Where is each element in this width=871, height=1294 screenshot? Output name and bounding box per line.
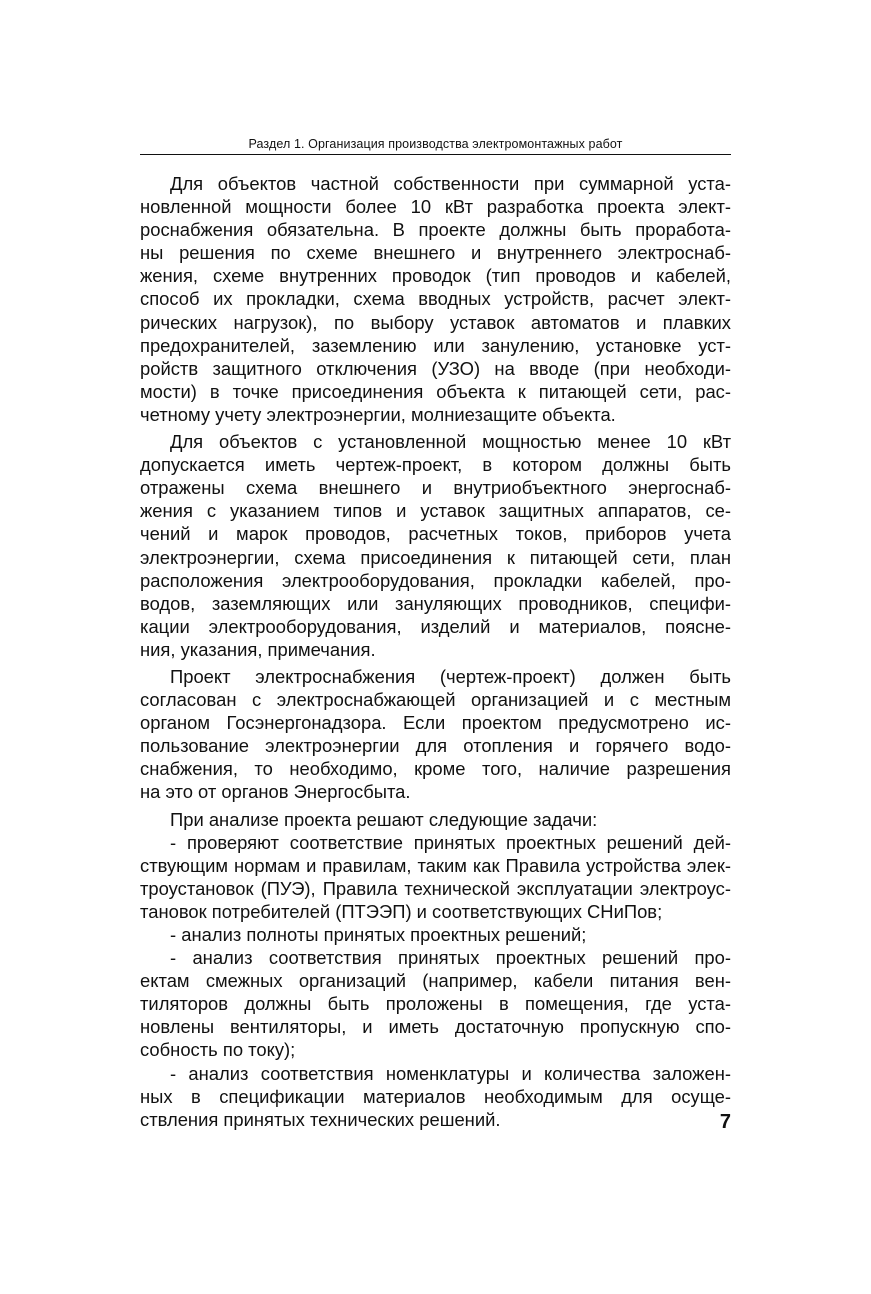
paragraph-3-line: на это от органов Энергосбыта. bbox=[140, 781, 411, 803]
paragraph-2-line: ния, указания, примечания. bbox=[140, 638, 376, 660]
paragraph-2-line: электроэнергии, схема присоединения к питающей сети, план bbox=[140, 546, 731, 568]
header-rule bbox=[140, 154, 731, 155]
paragraph-2-line: кации электрооборудования, изделий и материалов, поясне- bbox=[140, 615, 731, 637]
paragraph-3-line: пользование электроэнергии для отопления и горячего водо- bbox=[140, 735, 731, 757]
paragraph-2-line: отражены схема внешнего и внутриобъектного энергоснаб- bbox=[140, 477, 731, 499]
paragraph-1-line: мости) в точке присоединения объекта к питающей сети, рас- bbox=[140, 380, 731, 402]
paragraph-4-line: При анализе проекта решают следующие задачи: bbox=[170, 808, 598, 830]
paragraph-6-line: - анализ полноты принятых проектных решений; bbox=[170, 924, 587, 945]
paragraph-7-line: новлены вентиляторы, и иметь достаточную пропускную спо- bbox=[140, 1016, 731, 1038]
paragraph-1-line: ройств защитного отключения (УЗО) на вводе (при необходи- bbox=[140, 357, 731, 379]
paragraph-1-line: рических нагрузок), по выбору уставок автоматов и плавких bbox=[140, 311, 731, 333]
paragraph-1-line: предохранителей, заземлению или занулению, установке уст- bbox=[140, 334, 731, 356]
paragraph-3-line: согласован с электроснабжающей организацией и с местным bbox=[140, 689, 731, 711]
paragraph-5-line: - проверяют соответствие принятых проектных решений дей- bbox=[170, 831, 731, 853]
paragraph-2-line: допускается иметь чертеж-проект, в котором должны быть bbox=[140, 454, 731, 476]
paragraph-1-line: четному учету электроэнергии, молниезащите объекта. bbox=[140, 403, 616, 425]
paragraph-2-line: чений и марок проводов, расчетных токов, приборов учета bbox=[140, 523, 731, 545]
paragraph-5-line: троустановок (ПУЭ), Правила технической эксплуатации электроус- bbox=[140, 877, 731, 899]
paragraph-8-line: ствления принятых технических решений. bbox=[140, 1108, 501, 1130]
paragraph-8-line: - анализ соответствия номенклатуры и количества заложен- bbox=[170, 1062, 731, 1084]
paragraph-3-line: органом Госэнергонадзора. Если проектом предусмотрено ис- bbox=[140, 712, 731, 734]
paragraph-2-line: расположения электрооборудования, прокладки кабелей, про- bbox=[140, 569, 731, 591]
paragraph-3-line: Проект электроснабжения (чертеж-проект) должен быть bbox=[170, 665, 731, 687]
paragraph-7-line: собность по току); bbox=[140, 1039, 296, 1061]
paragraph-2-line: жения с указанием типов и уставок защитных аппаратов, се- bbox=[140, 500, 731, 522]
paragraph-5-line: тановок потребителей (ПТЭЭП) и соответствующих СНиПов; bbox=[140, 900, 663, 922]
running-header: Раздел 1. Организация производства электромонтажных работ bbox=[248, 137, 623, 151]
paragraph-1-line: Для объектов частной собственности при суммарной уста- bbox=[170, 173, 731, 194]
paragraph-1-line: новленной мощности более 10 кВт разработка проекта элект- bbox=[140, 196, 731, 218]
page-number: 7 bbox=[719, 1111, 731, 1133]
paragraph-5-line: ствующим нормам и правилам, таким как Правила устройства элек- bbox=[140, 854, 731, 876]
paragraph-7-line: тиляторов должны быть проложены в помещения, где уста- bbox=[140, 993, 731, 1015]
paragraph-1-line: жения, схеме внутренних проводок (тип проводов и кабелей, bbox=[140, 265, 731, 287]
paragraph-2-line: водов, заземляющих или зануляющих проводников, специфи- bbox=[140, 592, 731, 614]
paragraph-3-line: снабжения, то необходимо, кроме того, наличие разрешения bbox=[140, 758, 731, 780]
paragraph-1-line: ны решения по схеме внешнего и внутреннего электроснаб- bbox=[140, 242, 731, 264]
paragraph-1-line: роснабжения обязательна. В проекте должны быть проработа- bbox=[140, 219, 731, 241]
paragraph-8-line: ных в спецификации материалов необходимым для осуще- bbox=[140, 1085, 731, 1107]
paragraph-7-line: ектам смежных организаций (например, кабели питания вен- bbox=[140, 970, 731, 992]
paragraph-7-line: - анализ соответствия принятых проектных решений про- bbox=[170, 947, 731, 969]
body-text bbox=[140, 172, 731, 1131]
paragraph-2-line: Для объектов с установленной мощностью менее 10 кВт bbox=[170, 431, 731, 453]
paragraph-1-line: способ их прокладки, схема вводных устройств, расчет элект- bbox=[140, 288, 731, 310]
